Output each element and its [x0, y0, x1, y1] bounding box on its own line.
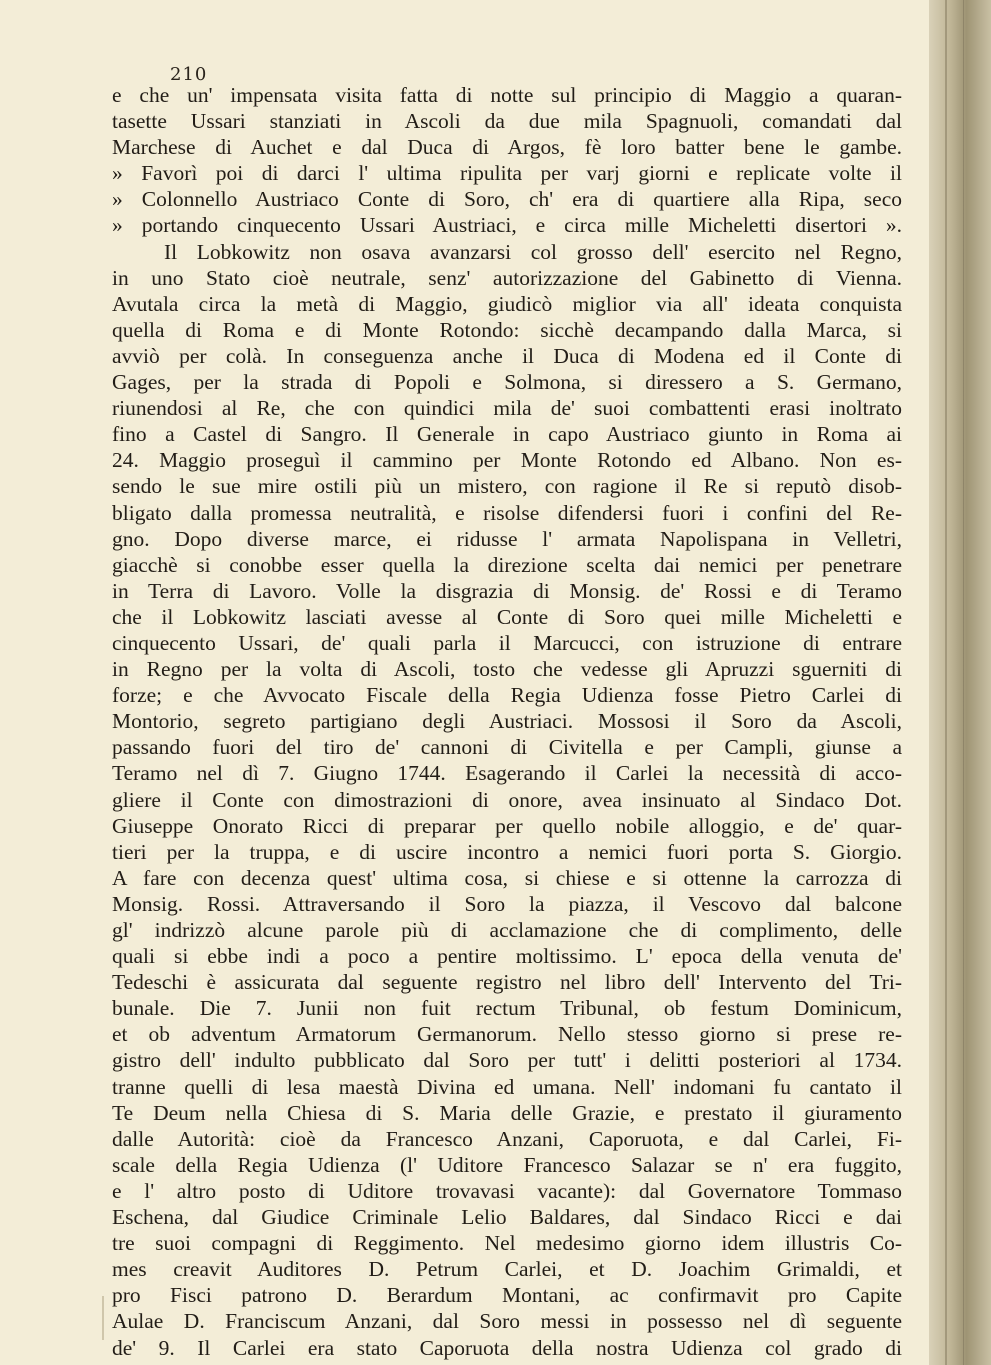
- text-line: in Regno per la volta di Ascoli, tosto che vedesse gli Apruzzi sguerniti di: [112, 657, 902, 682]
- text-line: dalle Autorità: cioè da Francesco Anzani, Caporuota, e dal Carlei, Fi-: [112, 1126, 902, 1151]
- text-line: Avutala circa la metà di Maggio, giudicò miglior via all' ideata conquista: [112, 291, 902, 316]
- text-line: gl' indrizzò alcune parole più di acclamazione che di complimento, delle: [112, 918, 902, 942]
- text-line: et ob adventum Armatorum Germanorum. Nello stesso giorno si prese re-: [112, 1022, 902, 1047]
- text-line: » portando cinquecento Ussari Austriaci, e circa mille Micheletti disertori ».: [112, 213, 902, 238]
- page-number: 210: [170, 64, 208, 85]
- text-line: Monsig. Rossi. Attraversando il Soro la piazza, il Vescovo dal balcone: [112, 891, 902, 916]
- text-line: » Colonnello Austriaco Conte di Soro, ch' era di quartiere alla Ripa, seco: [112, 187, 902, 212]
- text-line: scale della Regia Udienza (l' Uditore Francesco Salazar se n' era fuggito,: [112, 1152, 902, 1177]
- text-line: tranne quelli di lesa maestà Divina ed umana. Nell' indomani fu cantato il: [112, 1074, 902, 1099]
- text-line: Gages, per la strada di Popoli e Solmona, si diressero a S. Germano,: [112, 370, 902, 395]
- text-line: fino a Castel di Sangro. Il Generale in capo Austriaco giunto in Roma ai: [112, 422, 902, 447]
- text-line: A fare con decenza quest' ultima cosa, si chiese e si ottenne la carrozza di: [112, 865, 902, 890]
- page-gutter-edge: [929, 0, 991, 1365]
- text-line: Marchese di Auchet e dal Duca di Argos, fè loro batter bene le gambe.: [112, 135, 902, 160]
- text-line: gistro dell' indulto pubblicato dal Soro per tutt' i delitti posteriori al 1734.: [112, 1048, 902, 1073]
- text-line: e che un' impensata visita fatta di notte sul principio di Maggio a quaran-: [112, 83, 902, 107]
- text-line: Te Deum nella Chiesa di S. Maria delle Grazie, e prestato il giuramento: [112, 1100, 902, 1125]
- text-line: sendo le sue mire ostili più un mistero, con ragione il Re si reputò disob-: [112, 474, 902, 499]
- text-line: quali si ebbe indi a poco a pentire moltissimo. L' epoca della venuta de': [112, 944, 902, 969]
- text-line: mes creavit Auditores D. Petrum Carlei, et D. Joachim Grimaldi, et: [112, 1257, 902, 1282]
- text-line: tasette Ussari stanziati in Ascoli da due mila Spagnuoli, comandati dal: [112, 109, 902, 134]
- text-line: tre suoi compagni di Reggimento. Nel medesimo giorno idem illustris Co-: [112, 1231, 902, 1256]
- text-line: bunale. Die 7. Junii non fuit rectum Tribunal, ob festum Dominicum,: [112, 996, 902, 1021]
- text-line: gno. Dopo diverse marce, ei ridusse l' armata Napolispana in Velletri,: [112, 526, 902, 551]
- text-line: bligato dalla promessa neutralità, e risolse difendersi fuori i confini del Re-: [112, 500, 902, 525]
- text-line: in uno Stato cioè neutrale, senz' autorizzazione del Gabinetto di Vienna.: [112, 265, 902, 290]
- text-line: cinquecento Ussari, de' quali parla il Marcucci, con istruzione di entrare: [112, 630, 902, 655]
- text-line: Giuseppe Onorato Ricci di preparar per quello nobile alloggio, e de' quar-: [112, 813, 902, 838]
- text-line: Aulae D. Franciscum Anzani, dal Soro messi in possesso nel dì seguente: [112, 1309, 902, 1334]
- text-line: Teramo nel dì 7. Giugno 1744. Esagerando il Carlei la necessità di acco-: [112, 761, 902, 786]
- text-line: tieri per la truppa, e di uscire incontro a nemici fuori porta S. Giorgio.: [112, 839, 902, 864]
- text-line: riunendosi al Re, che con quindici mila de' suoi combattenti erasi inoltrato: [112, 396, 902, 421]
- text-line: forze; e che Avvocato Fiscale della Regia Udienza fosse Pietro Carlei di: [112, 683, 902, 708]
- body-text: [112, 82, 902, 1361]
- text-line: avviò per colà. In conseguenza anche il Duca di Modena ed il Conte di: [112, 343, 902, 368]
- text-line: 24. Maggio proseguì il cammino per Monte Rotondo ed Albano. Non es-: [112, 448, 902, 473]
- text-line: in Terra di Lavoro. Volle la disgrazia di Monsig. de' Rossi e di Teramo: [112, 578, 902, 603]
- text-line: Montorio, segreto partigiano degli Austriaci. Mossosi il Soro da Ascoli,: [112, 709, 902, 734]
- margin-mark: [102, 1296, 104, 1340]
- text-line: » Favorì poi di darci l' ultima ripulita per varj giorni e replicate volte il: [112, 161, 902, 186]
- text-line: quella di Roma e di Monte Rotondo: sicchè decampando dalla Marca, si: [112, 317, 902, 342]
- text-line: che il Lobkowitz lasciati avesse al Conte di Soro quei mille Micheletti e: [112, 604, 902, 629]
- text-line: de' 9. Il Carlei era stato Caporuota della nostra Udienza col grado di: [112, 1335, 902, 1360]
- text-line: gliere il Conte con dimostrazioni di onore, avea insinuato al Sindaco Dot.: [112, 787, 902, 812]
- text-line: passando fuori del tiro de' cannoni di Civitella e per Campli, giunse a: [112, 735, 902, 760]
- text-line: Il Lobkowitz non osava avanzarsi col grosso dell' esercito nel Regno,: [164, 239, 902, 264]
- text-line: pro Fisci patrono D. Berardum Montani, ac confirmavit pro Capite: [112, 1283, 902, 1308]
- text-line: Eschena, dal Giudice Criminale Lelio Baldares, dal Sindaco Ricci e dai: [112, 1205, 902, 1230]
- text-line: e l' altro posto di Uditore trovavasi vacante): dal Governatore Tommaso: [112, 1178, 902, 1203]
- text-line: giacchè si conobbe esser quella la direzione scelta dai nemici per penetrare: [112, 552, 902, 577]
- text-line: Tedeschi è assicurata dal seguente registro nel libro dell' Intervento del Tri-: [112, 970, 902, 995]
